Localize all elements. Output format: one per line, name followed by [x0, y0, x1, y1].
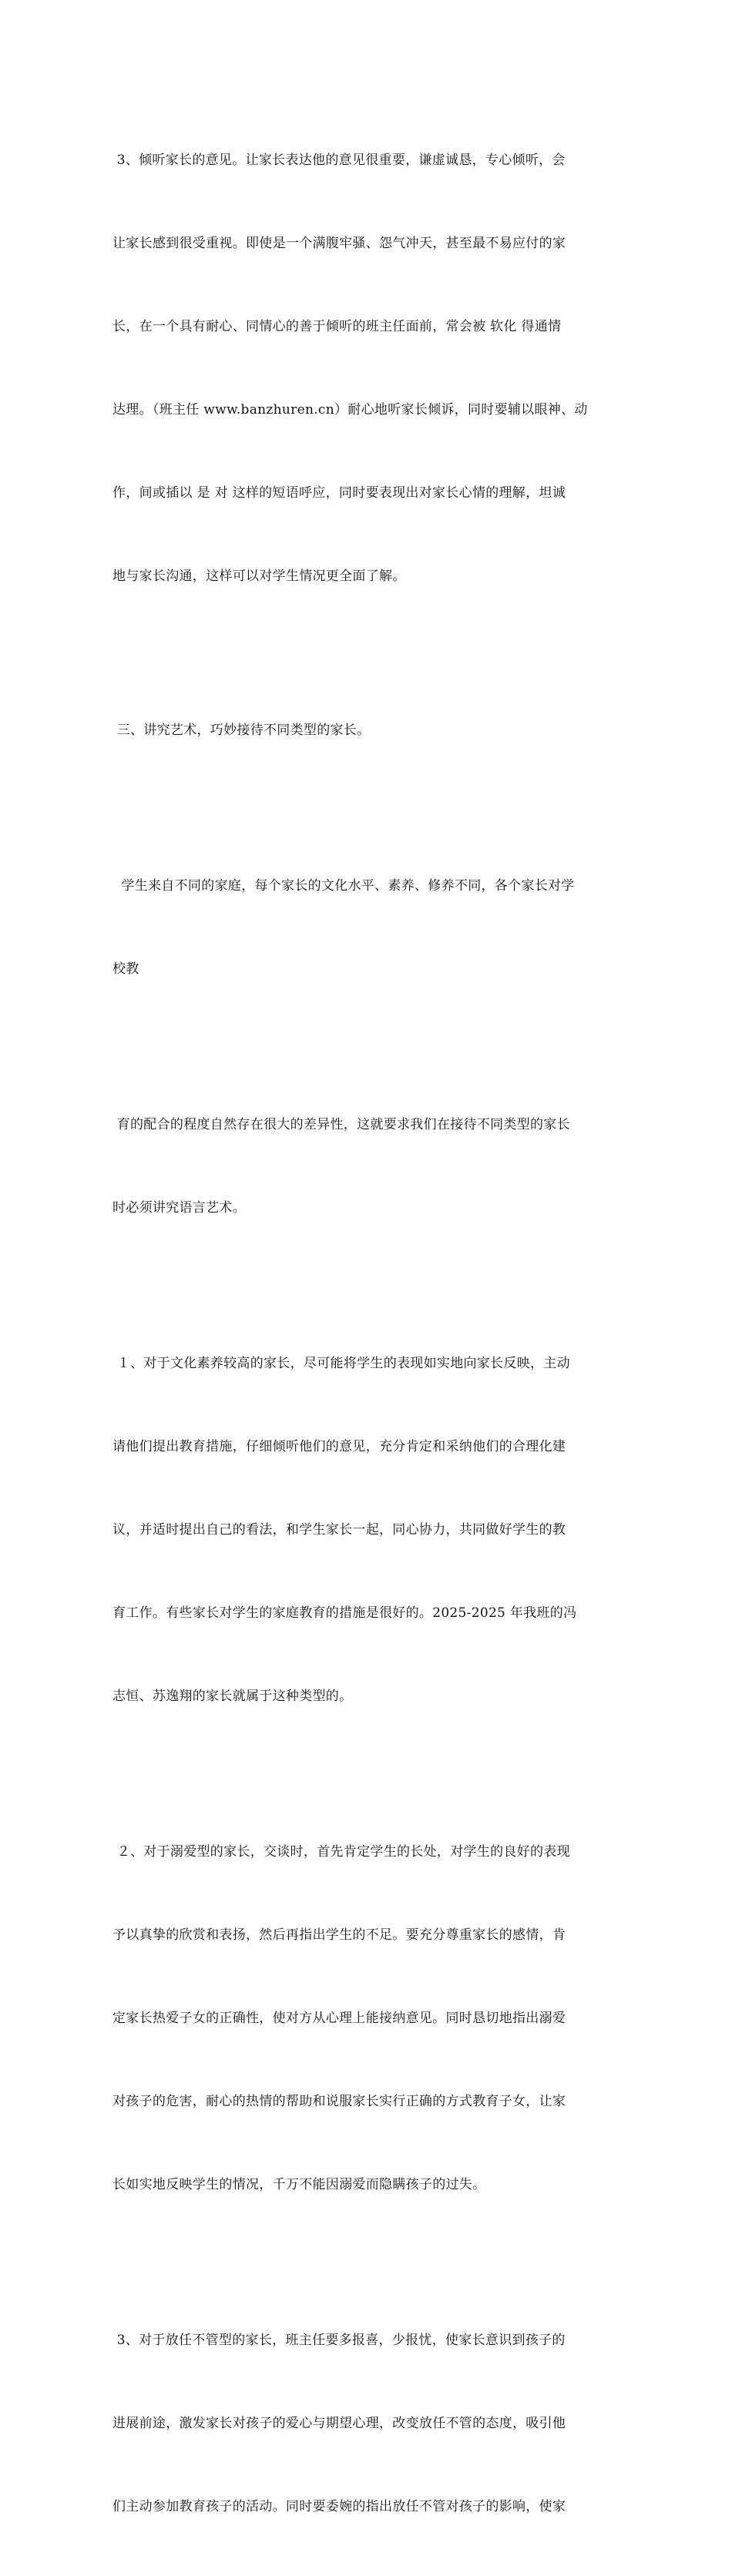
- text-line: 志恒、苏逸翔的家长就属于这种类型的。: [112, 1689, 353, 1704]
- text-line: 予以真挚的欣赏和表扬，然后再指出学生的不足。要充分尊重家长的感情，肯: [112, 1927, 566, 1943]
- text-line: 作，间或插以 是 对 这样的短语呼应，同时要表现出对家长心情的理解，坦诚: [112, 485, 566, 501]
- paragraph-gap: [112, 1766, 629, 1783]
- text-line: 长，在一个具有耐心、同情心的善于倾听的班主任面前，常会被 软化 得通情: [112, 319, 562, 334]
- paragraph-cooperation-differences: [112, 1055, 629, 1277]
- text-line: 三、讲究艺术，巧妙接待不同类型的家长。: [112, 723, 371, 738]
- paragraph-doting-parents: [112, 1783, 629, 2254]
- text-line: 对孩子的危害，耐心的热情的帮助和说服家长实行正确的方式教育子女，让家: [112, 2094, 566, 2109]
- paragraph-gap: [112, 1277, 629, 1294]
- text-line: 请他们提出教育措施，仔细倾听他们的意见，充分肯定和采纳他们的合理化建: [112, 1439, 566, 1454]
- text-line: 地与家长沟通，这样可以对学生情况更全面了解。: [112, 569, 406, 584]
- paragraph-gap: [112, 2254, 629, 2271]
- paragraph-listening-to-parents: [112, 91, 629, 646]
- paragraph-student-backgrounds: [112, 817, 629, 1038]
- text-line: 们主动参加教育孩子的活动。同时要委婉的指出放任不管对孩子的影响，使家: [112, 2499, 566, 2514]
- text-line: 育的配合的程度自然存在很大的差异性，这就要求我们在接待不同类型的家长: [112, 1117, 570, 1132]
- text-line: ２、对于溺爱型的家长，交谈时，首先肯定学生的长处，对学生的良好的表现: [112, 1844, 570, 1860]
- text-line: １、对于文化素养较高的家长，尽可能将学生的表现如实地向家长反映，主动: [112, 1356, 570, 1371]
- text-line: 校教: [112, 961, 139, 977]
- paragraph-neglectful-parents: [112, 2271, 629, 2576]
- text-line: 学生来自不同的家庭，每个家长的文化水平、素养、修养不同，各个家长对学: [112, 878, 575, 894]
- text-line: 达理。（班主任 www.banzhuren.cn）耐心地听家长倾诉，同时要辅以眼神、动: [112, 402, 588, 418]
- section-heading-three: [112, 661, 629, 800]
- text-line: 议，并适时提出自己的看法，和学生家长一起，同心协力，共同做好学生的教: [112, 1522, 566, 1538]
- paragraph-gap: [112, 800, 629, 817]
- text-line: 让家长感到很受重视。即使是一个满腹牢骚、怨气冲天，甚至最不易应付的家: [112, 236, 566, 251]
- paragraph-gap: [112, 1038, 629, 1055]
- text-line: 3、对于放任不管型的家长，班主任要多报喜，少报忧，使家长意识到孩子的: [112, 2333, 566, 2348]
- text-line: 进展前途，激发家长对孩子的爱心与期望心理，改变放任不管的态度，吸引他: [112, 2416, 566, 2431]
- text-line: 3、倾听家长的意见。让家长表达他的意见很重要，谦虚诚恳，专心倾听，会: [112, 153, 566, 168]
- text-line: 定家长热爱子女的正确性，使对方从心理上能接纳意见。同时恳切地指出溺爱: [112, 2011, 566, 2026]
- paragraph-gap: [112, 646, 629, 661]
- text-line: 长如实地反映学生的情况，千万不能因溺爱而隐瞒孩子的过失。: [112, 2177, 486, 2192]
- text-line: 育工作。有些家长对学生的家庭教育的措施是很好的。2025-2025 年我班的冯: [112, 1605, 577, 1621]
- text-line: 时必须讲究语言艺术。: [112, 1200, 246, 1216]
- document-body: [112, 91, 629, 2576]
- paragraph-educated-parents: [112, 1294, 629, 1766]
